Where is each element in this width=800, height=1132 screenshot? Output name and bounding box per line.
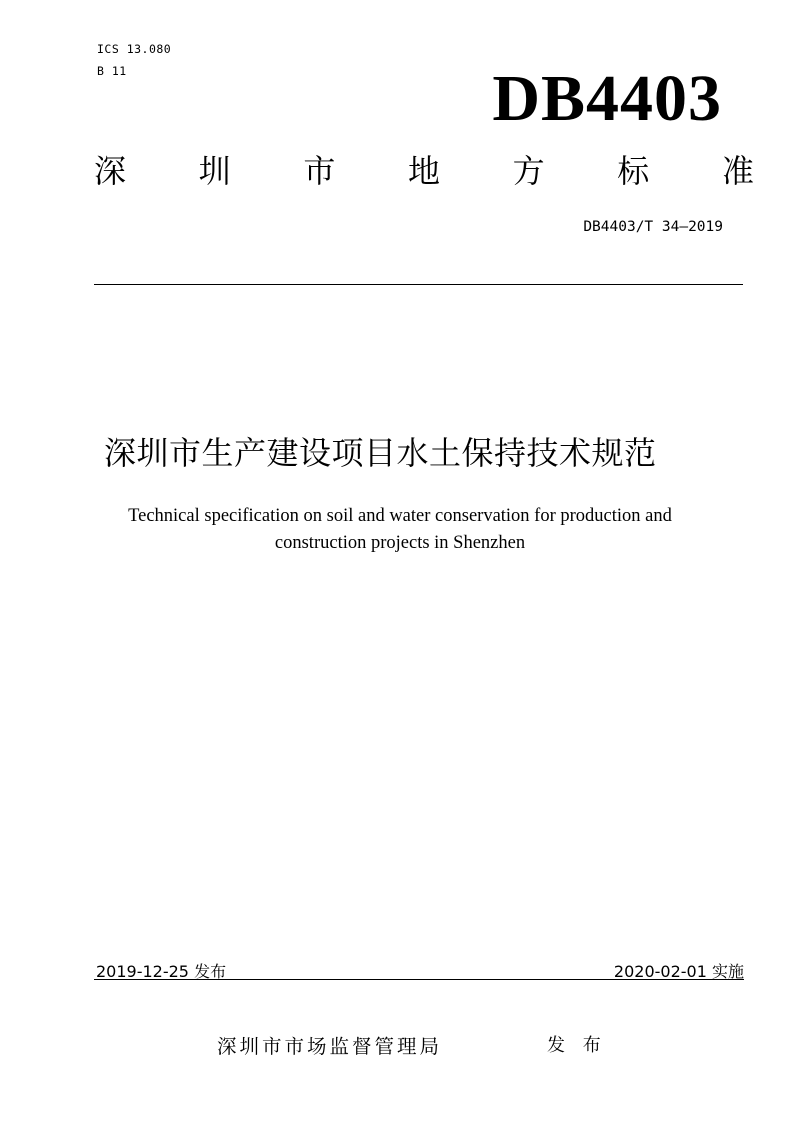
standard-type-char: 圳 (198, 152, 231, 190)
standard-type-char: 准 (721, 152, 754, 190)
top-divider (94, 284, 743, 285)
ics-code: ICS 13.080 (97, 42, 172, 56)
issue-label: 发 布 (547, 1035, 607, 1056)
standard-type-char: 方 (512, 152, 545, 190)
title-chinese: 深圳市生产建设项目水土保持技术规范 (104, 434, 657, 472)
publish-date: 2019-12-25 发布 (96, 962, 227, 981)
title-english-line-2: construction projects in Shenzhen (274, 533, 526, 553)
ccs-code: B 11 (97, 64, 127, 78)
standard-number: DB4403/T 34—2019 (583, 219, 723, 235)
title-english-line-1: Technical specification on soil and water conservation for production and (128, 506, 672, 526)
standard-code-heading: DB4403 (492, 62, 722, 135)
standard-type-char: 标 (617, 152, 650, 190)
standard-type-char: 深 (94, 152, 127, 190)
implement-date: 2020-02-01 实施 (613, 962, 744, 981)
standard-type-char: 市 (303, 152, 336, 190)
bottom-divider (94, 979, 744, 980)
standard-type-char: 地 (407, 152, 440, 190)
standard-type-heading (94, 152, 754, 190)
issuing-authority: 深圳市市场监督管理局 (217, 1035, 443, 1058)
title-english (100, 503, 700, 557)
